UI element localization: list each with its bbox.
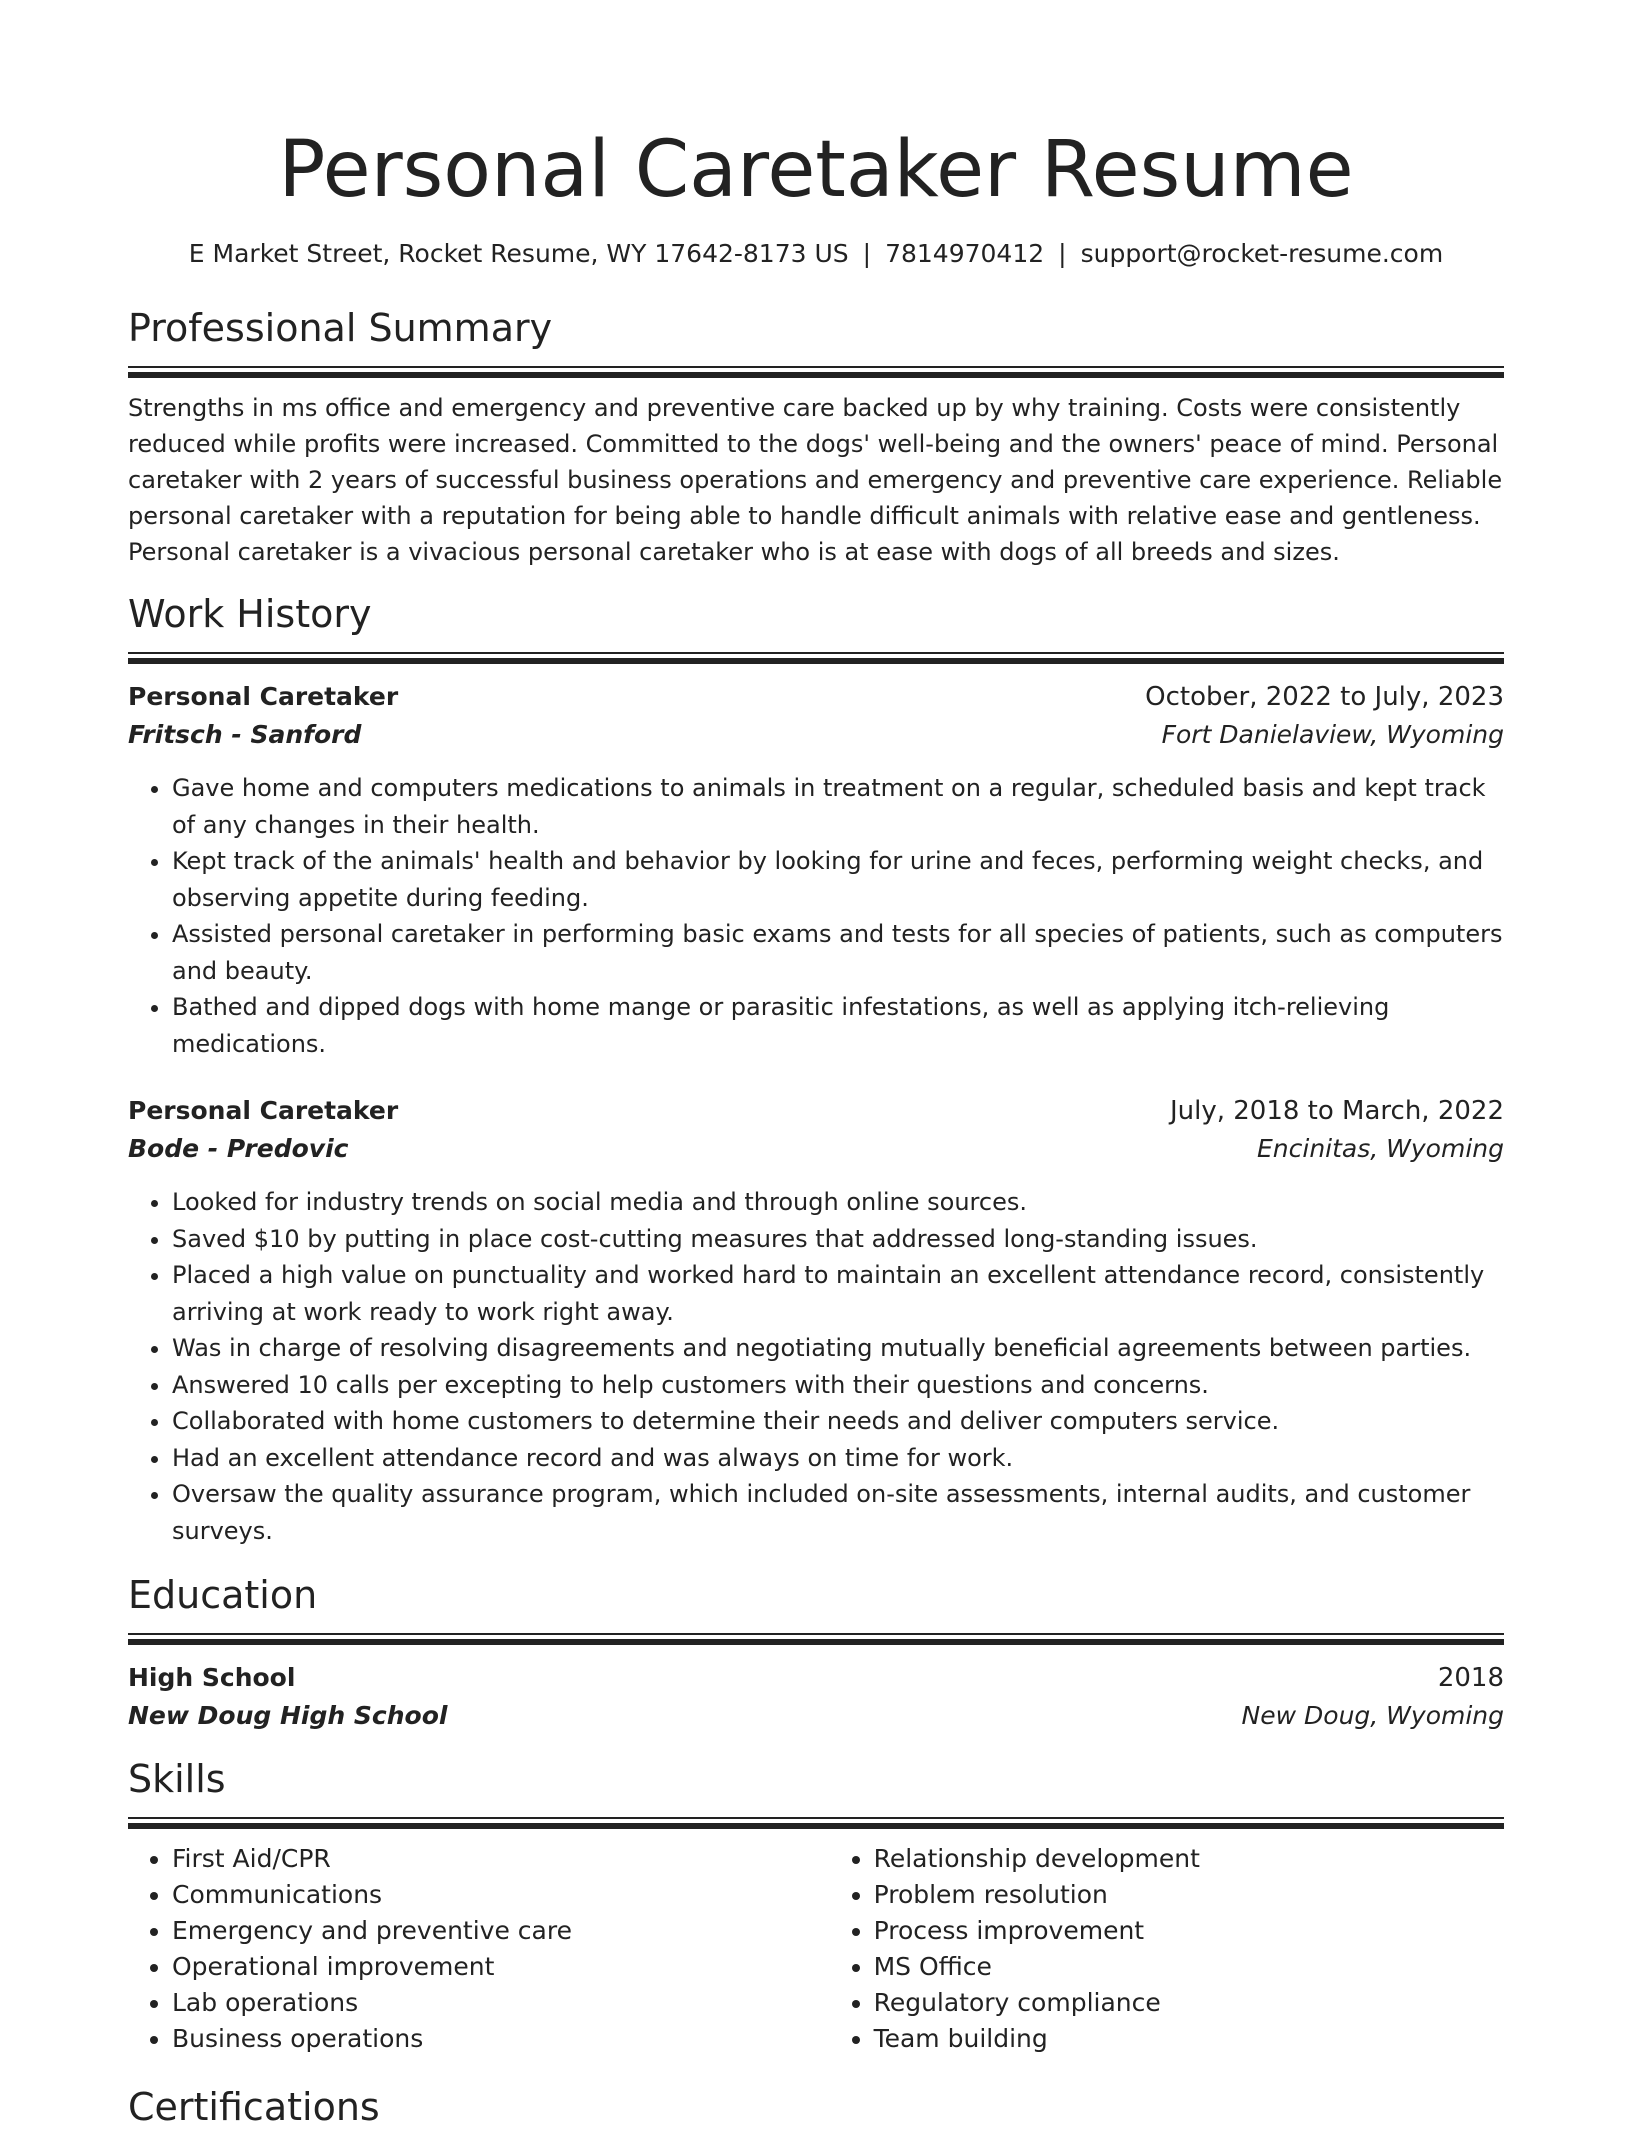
- job-bullet: • Bathed and dipped dogs with home mange or parasitic infestations, as well as applying itch-relieving medications.: [172, 989, 1504, 1062]
- skill-item: • Business operations: [172, 2021, 830, 2057]
- job-bullets: [128, 1184, 1504, 1549]
- section-divider: [128, 1817, 1504, 1827]
- contact-phone: 7814970412: [885, 239, 1045, 268]
- job-bullet: • Had an excellent attendance record and was always on time for work.: [172, 1440, 1504, 1477]
- skill-item: • Relationship development: [874, 1841, 1504, 1877]
- skill-item: • Operational improvement: [172, 1949, 830, 1985]
- skill-item: • Emergency and preventive care: [172, 1913, 830, 1949]
- skills-section: [128, 1755, 1504, 2057]
- job-bullet: • Gave home and computers medications to animals in treatment on a regular, scheduled basis and kept track of any changes in their health.: [172, 770, 1504, 843]
- job-entry: [128, 1092, 1504, 1549]
- job-bullet: • Kept track of the animals' health and behavior by looking for urine and feces, performing weight checks, and observing appetite during feeding.: [172, 843, 1504, 916]
- section-divider: [128, 366, 1504, 376]
- job-company: Fritsch - Sanford: [128, 720, 362, 749]
- resume-page: [128, 0, 1504, 2131]
- certifications-section: [128, 2083, 1504, 2131]
- job-bullet: • Was in charge of resolving disagreements and negotiating mutually beneficial agreements between parties.: [172, 1330, 1504, 1367]
- job-dates: October, 2022 to July, 2023: [1145, 682, 1504, 712]
- education-year: 2018: [1437, 1663, 1504, 1693]
- job-bullet: • Placed a high value on punctuality and worked hard to maintain an excellent attendance record, consistently arriving at work ready to work right away.: [172, 1257, 1504, 1330]
- work-section: [128, 590, 1504, 1549]
- skills-list: [830, 1841, 1504, 2057]
- section-title-summary: Professional Summary: [128, 306, 553, 350]
- education-section: [128, 1571, 1504, 1735]
- job-company: Bode - Predovic: [128, 1134, 349, 1163]
- skill-item: • Regulatory compliance: [874, 1985, 1504, 2021]
- skill-item: • Communications: [172, 1877, 830, 1913]
- section-title-work: Work History: [128, 592, 372, 636]
- skill-item: • First Aid/CPR: [172, 1841, 830, 1877]
- skills-columns: [128, 1841, 1504, 2057]
- job-location: Encinitas, Wyoming: [1257, 1134, 1504, 1163]
- job-dates: July, 2018 to March, 2022: [1169, 1096, 1504, 1126]
- skills-list: [128, 1841, 830, 2057]
- contact-line: [128, 236, 1504, 272]
- skill-item: • Process improvement: [874, 1913, 1504, 1949]
- job-position: Personal Caretaker: [128, 1096, 399, 1125]
- section-title-skills: Skills: [128, 1757, 226, 1801]
- summary-section: [128, 304, 1504, 570]
- contact-address: E Market Street, Rocket Resume, WY 17642-8173 US: [188, 239, 849, 268]
- education-entry: [128, 1659, 1504, 1735]
- contact-separator: |: [1058, 239, 1067, 268]
- job-bullet: • Collaborated with home customers to determine their needs and deliver computers service.: [172, 1403, 1504, 1440]
- job-bullets: [128, 770, 1504, 1062]
- education-location: New Doug, Wyoming: [1241, 1701, 1504, 1730]
- job-bullet: • Assisted personal caretaker in performing basic exams and tests for all species of patients, such as computers and beauty.: [172, 916, 1504, 989]
- job-bullet: • Oversaw the quality assurance program, which included on-site assessments, internal audits, and customer surveys.: [172, 1476, 1504, 1549]
- skill-item: • Lab operations: [172, 1985, 830, 2021]
- section-divider: [128, 652, 1504, 662]
- contact-separator: |: [862, 239, 872, 268]
- section-title-education: Education: [128, 1573, 318, 1617]
- skill-item: • Team building: [874, 2021, 1504, 2057]
- contact-email: support@rocket-resume.com: [1080, 239, 1444, 268]
- section-title-certifications: Certifications: [128, 2085, 380, 2129]
- job-position: Personal Caretaker: [128, 682, 399, 711]
- summary-text: Strengths in ms office and emergency and preventive care backed up by why training. Costs were consistently reduced while profits were increased. Committed to the dogs' well-being and the owners' peace of mind. Personal caretaker with 2 years of successful business operations and emergency and preventive care experience. Reliable personal caretaker with a reputation for being able to handle difficult animals with relative ease and gentleness. Personal caretaker is a vivacious personal caretaker who is at ease with dogs of all breeds and sizes.: [128, 394, 1503, 566]
- job-bullet: • Saved $10 by putting in place cost-cutting measures that addressed long-standing issues.: [172, 1221, 1504, 1258]
- resume-title: Personal Caretaker Resume: [278, 125, 1354, 215]
- education-degree: High School: [128, 1663, 296, 1692]
- education-school: New Doug High School: [128, 1701, 448, 1730]
- job-location: Fort Danielaview, Wyoming: [1161, 720, 1504, 749]
- job-bullet: • Looked for industry trends on social media and through online sources.: [172, 1184, 1504, 1221]
- job-entry: [128, 678, 1504, 1062]
- skill-item: • Problem resolution: [874, 1877, 1504, 1913]
- skill-item: • MS Office: [874, 1949, 1504, 1985]
- job-bullet: • Answered 10 calls per excepting to help customers with their questions and concerns.: [172, 1367, 1504, 1404]
- section-divider: [128, 1633, 1504, 1643]
